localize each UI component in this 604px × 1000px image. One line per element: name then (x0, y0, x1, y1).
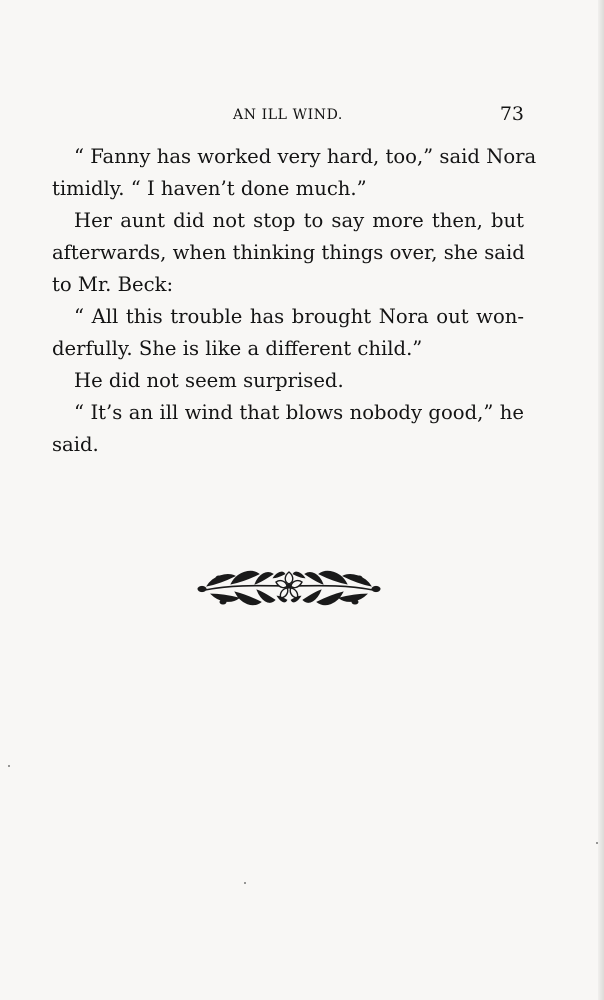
running-head: AN ILL WIND. (233, 107, 343, 123)
text-line: afterwards, when thinking things over, she said (52, 241, 525, 264)
text-line: “ All this trouble has brought Nora out won- (74, 305, 524, 328)
paragraph-4 (52, 365, 524, 397)
paragraph-2 (52, 205, 524, 301)
page-number: 73 (499, 103, 524, 125)
page-edge-shadow (598, 0, 604, 1000)
text-line: timidly. “ I haven’t done much.” (52, 177, 367, 200)
paragraph-3 (52, 301, 524, 365)
paragraph-1 (52, 141, 537, 205)
text-line: said. (52, 433, 99, 456)
floral-vignette-icon (197, 556, 381, 614)
page-header (52, 103, 524, 127)
paper-speck (8, 765, 10, 767)
text-line: “ Fanny has worked very hard, too,” said Nora (74, 145, 537, 168)
text-line: “ It’s an ill wind that blows nobody good,” he (74, 401, 524, 424)
text-line: He did not seem surprised. (74, 369, 344, 392)
body-text (52, 141, 537, 461)
paragraph-5 (52, 397, 524, 461)
text-line: Her aunt did not stop to say more then, but (74, 209, 524, 232)
text-line: to Mr. Beck: (52, 273, 174, 296)
paper-speck (244, 882, 246, 884)
text-line: derfully. She is like a different child.” (52, 337, 423, 360)
